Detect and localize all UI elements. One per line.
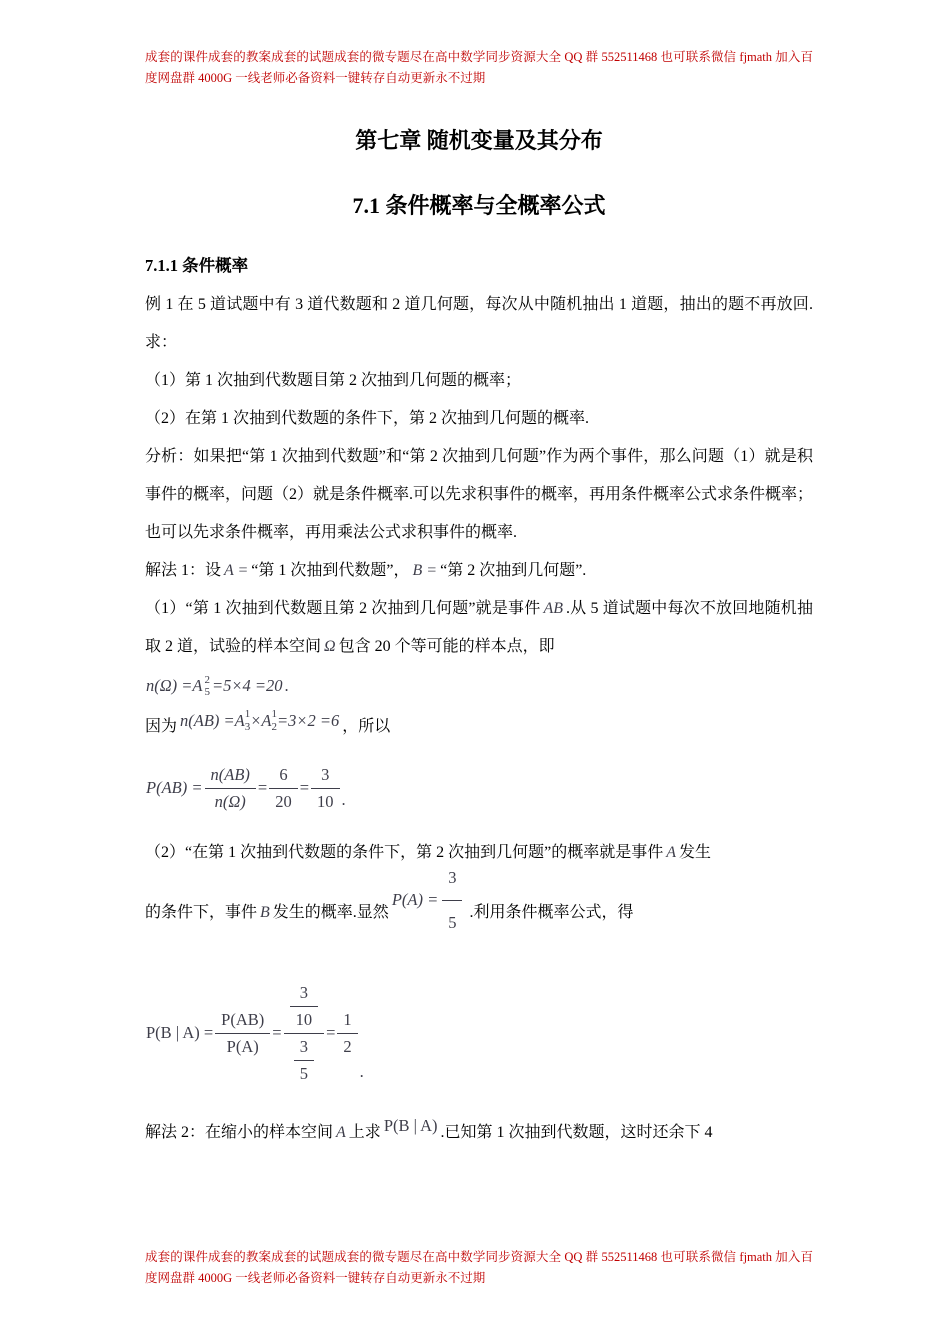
denominator: P(A) bbox=[226, 1036, 259, 1056]
text-run: 解法 2：在缩小的样本空间 bbox=[145, 1123, 334, 1141]
formula-p-ab bbox=[145, 765, 813, 812]
fraction-3-10 bbox=[311, 765, 340, 812]
fraction-n-ab-over-n-omega bbox=[205, 765, 256, 812]
numerator: 3 bbox=[294, 1037, 314, 1061]
compound-denominator bbox=[284, 1034, 325, 1084]
math-symbol-omega: Ω bbox=[324, 638, 336, 655]
equals-sign: = bbox=[257, 778, 268, 798]
denominator: 2 bbox=[343, 1036, 352, 1056]
denominator: n(Ω) bbox=[214, 791, 246, 811]
formula-n-omega bbox=[145, 674, 813, 698]
formula-lead: P(A) = bbox=[391, 890, 439, 910]
document-content bbox=[145, 126, 813, 1152]
because-paragraph bbox=[145, 708, 813, 746]
superscript: 1 bbox=[244, 708, 251, 721]
text-run: 发生 bbox=[679, 843, 712, 861]
event-ab-paragraph bbox=[145, 590, 813, 666]
formula-left: n(Ω) =A bbox=[146, 676, 203, 696]
inline-formula-p-b-given-a: P(B | A) bbox=[383, 1115, 438, 1135]
text-run: .利用条件概率公式，得 bbox=[469, 903, 634, 921]
compound-numerator bbox=[284, 983, 325, 1034]
text-run: （1）“第 1 次抽到代数题且第 2 次抽到几何题”就是事件 bbox=[145, 600, 541, 617]
formula-lead: P(B | A) = bbox=[146, 1023, 214, 1043]
numerator: P(AB) bbox=[215, 1010, 270, 1034]
subscript: 5 bbox=[204, 686, 211, 699]
numerator: n(AB) bbox=[205, 765, 256, 789]
denominator: 20 bbox=[275, 791, 292, 811]
text-run: 的条件下，事件 bbox=[145, 903, 258, 921]
text-run: ，所以 bbox=[342, 718, 391, 736]
numerator: 6 bbox=[269, 765, 298, 789]
footer-note: 成套的课件成套的教案成套的试题成套的微专题尽在高中数学同步资源大全 QQ 群 552511468 也可联系微信 fjmath 加入百度网盘群 4000G 一线老师必备资料一键转存自动更新永不过期 bbox=[145, 1250, 813, 1285]
solution2-paragraph bbox=[145, 1114, 813, 1152]
text-run: “第 1 次抽到代数题”， bbox=[251, 562, 410, 579]
text-run: “第 2 次抽到几何题”. bbox=[440, 562, 587, 579]
fraction-1-2 bbox=[337, 1010, 357, 1057]
math-symbol-a: A = bbox=[224, 562, 249, 579]
superscript: 1 bbox=[271, 708, 277, 721]
text-run: 解法 1：设 bbox=[145, 562, 222, 579]
math-symbol-a: A bbox=[336, 1123, 346, 1141]
fraction-3-5 bbox=[442, 859, 462, 942]
text-run: .从 5 道试题中每次不放回地随机抽取 2 道，试验的样本空间 bbox=[145, 600, 813, 655]
formula-period: . bbox=[359, 1061, 364, 1081]
conditional-paragraph-2 bbox=[145, 867, 813, 955]
equals-sign: = bbox=[272, 1023, 282, 1043]
text-run: .已知第 1 次抽到代数题，这时还余下 4 bbox=[440, 1123, 713, 1141]
formula-period: . bbox=[341, 789, 346, 809]
formula-right: =5×4 =20 bbox=[212, 676, 283, 696]
math-symbol-ab: AB bbox=[543, 600, 563, 617]
text-run: 发生的概率.显然 bbox=[272, 903, 389, 921]
text-run: 包含 20 个等可能的样本点，即 bbox=[338, 638, 555, 655]
math-symbol-b: B bbox=[260, 903, 270, 921]
numerator: 3 bbox=[290, 983, 319, 1007]
equals-sign: = bbox=[299, 778, 310, 798]
denominator: 10 bbox=[295, 1009, 313, 1029]
denominator: 5 bbox=[448, 912, 457, 932]
numerator: 3 bbox=[311, 765, 340, 789]
question-2: （2）在第 1 次抽到代数题的条件下，第 2 次抽到几何题的概率. bbox=[145, 410, 590, 427]
text-run: 上求 bbox=[348, 1123, 381, 1141]
denominator: 10 bbox=[317, 791, 334, 811]
math-symbol-b: B = bbox=[412, 562, 438, 579]
formula-period: . bbox=[284, 676, 289, 696]
subsection-heading: 7.1.1 条件概率 bbox=[145, 256, 249, 275]
math-symbol-a: A bbox=[666, 843, 676, 861]
superscript: 2 bbox=[204, 674, 211, 686]
formula-mid: ×A bbox=[250, 710, 272, 730]
formula-lead: P(AB) = bbox=[146, 778, 203, 798]
formula-right: =3×2 =6 bbox=[276, 710, 340, 730]
numerator: 1 bbox=[337, 1010, 357, 1034]
inline-formula-p-a bbox=[389, 859, 470, 942]
solution1-paragraph bbox=[145, 552, 813, 590]
conditional-paragraph-1 bbox=[145, 834, 813, 872]
text-run: 因为 bbox=[145, 718, 178, 736]
subscript: 2 bbox=[271, 720, 277, 733]
inline-formula-n-ab bbox=[177, 702, 342, 740]
example-paragraph: 例 1 在 5 道试题中有 3 道代数题和 2 道几何题，每次从中随机抽出 1 道题，抽出的题不再放回.求： bbox=[145, 296, 813, 351]
header-note: 成套的课件成套的教案成套的试题成套的微专题尽在高中数学同步资源大全 QQ 群 552511468 也可联系微信 fjmath 加入百度网盘群 4000G 一线老师必备资料一键转存自动更新永不过期 bbox=[145, 50, 813, 85]
numerator: 3 bbox=[442, 859, 462, 901]
analysis-paragraph: 分析：如果把“第 1 次抽到代数题”和“第 2 次抽到几何题”作为两个事件，那么问题（1）就是积事件的概率，问题（2）就是条件概率.可以先求积事件的概率，再用条件概率公式求条件概率；也可以先求条件概率，再用乘法公式求积事件的概率. bbox=[145, 448, 814, 541]
fraction-3-10 bbox=[290, 983, 319, 1030]
fraction-pab-over-pa bbox=[215, 1010, 270, 1057]
text-run: （2）“在第 1 次抽到代数题的条件下，第 2 次抽到几何题”的概率就是事件 bbox=[145, 843, 664, 861]
subscript: 3 bbox=[244, 720, 251, 733]
denominator: 5 bbox=[299, 1063, 308, 1083]
fraction-6-20 bbox=[269, 765, 298, 812]
section-title: 7.1 条件概率与全概率公式 bbox=[352, 193, 606, 218]
fraction-3-5 bbox=[294, 1037, 314, 1084]
equals-sign: = bbox=[326, 1023, 336, 1043]
chapter-title: 第七章 随机变量及其分布 bbox=[355, 128, 603, 153]
question-1: （1）第 1 次抽到代数题目第 2 次抽到几何题的概率； bbox=[145, 372, 522, 389]
superscript-subscript bbox=[205, 674, 211, 698]
formula-p-b-given-a bbox=[145, 983, 813, 1084]
formula-left: n(AB) =A bbox=[180, 710, 245, 730]
compound-fraction bbox=[284, 983, 325, 1084]
